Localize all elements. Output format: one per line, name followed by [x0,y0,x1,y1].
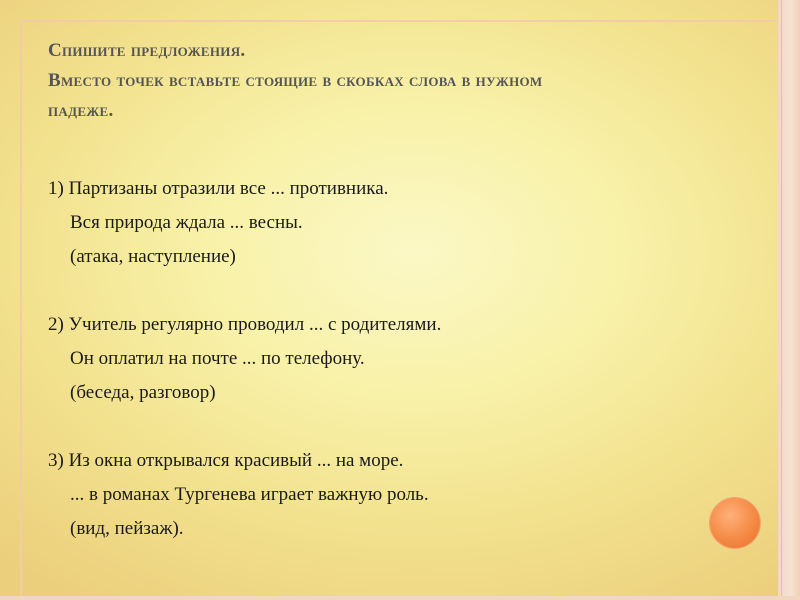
exercise-spacer [48,410,668,444]
exercise-2-sentence-1: 2) Учитель регулярно проводил ... с родителями. [48,314,442,335]
exercise-2 [48,308,668,410]
title-line-3: падеже. [48,100,114,121]
exercise-spacer [48,274,668,308]
slide-right-edge-line [781,0,782,600]
slide-bottom-edge [0,596,800,600]
exercise-2-options: (беседа, разговор) [70,382,216,403]
exercise-2-sentence-2: Он оплатил на почте ... по телефону. [70,348,365,369]
exercise-3 [48,444,668,546]
exercise-3-options: (вид, пейзаж). [70,518,184,539]
title-line-1: Спишите предложения. [48,40,246,61]
exercise-1 [48,172,668,274]
title-line-2: Вместо точек вставьте стоящие в скобках слова в нужном [48,70,543,91]
exercise-3-sentence-1: 3) Из окна открывался красивый ... на море. [48,450,404,471]
exercise-1-options: (атака, наступление) [70,246,236,267]
exercise-3-sentence-2: ... в романах Тургенева играет важную роль. [70,484,429,505]
orange-circle-icon [710,498,760,548]
exercise-list [48,172,668,546]
exercise-1-sentence-1: 1) Партизаны отразили все ... противника. [48,178,389,199]
exercise-1-sentence-2: Вся природа ждала ... весны. [70,212,303,233]
slide-title [48,36,688,126]
